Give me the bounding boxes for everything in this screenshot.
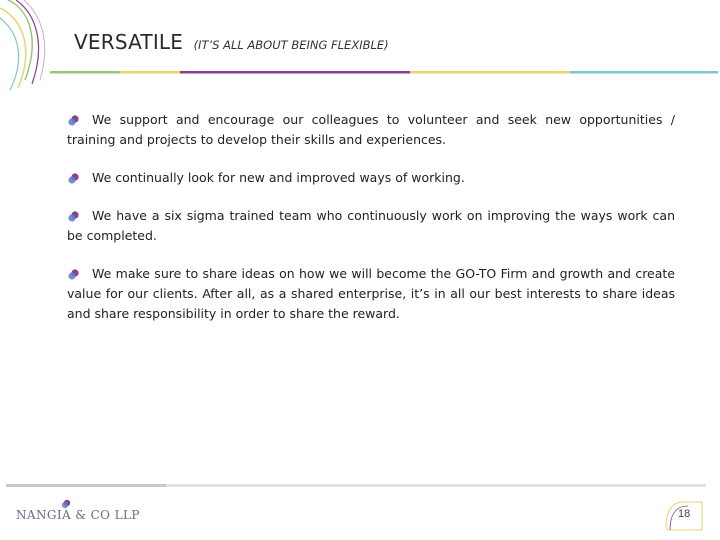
footer-rule-right [166,484,706,487]
bullet-text: We continually look for new and improved ways of working. [92,170,465,185]
bullet-item [67,110,675,150]
bullet-text: We make sure to share ideas on how we will become the GO-TO Firm and growth and create value for our clients. After all, as a shared enterprise, it’s in all our best interests to share ideas and share responsibility in order to share the reward. [67,266,675,321]
bullet-text: We have a six sigma trained team who continuously work on improving the ways work can be completed. [67,208,675,243]
page-number: 18 [678,508,691,520]
bullet-text: We support and encourage our colleagues to volunteer and seek new opportunities / training and projects to develop their skills and experiences. [67,112,675,147]
subtitle-text: (IT’S ALL ABOUT BEING FLEXIBLE) [193,38,389,52]
bullet-icon [67,173,80,184]
company-logo: NANGIA & CO LLP [16,508,140,522]
corner-swirl-decoration [0,0,60,90]
bullet-item [67,168,675,188]
footer-rule-left [6,484,166,487]
bullet-list [67,110,675,342]
bullet-icon [67,211,80,222]
title-text: VERSATILE [74,30,184,54]
bullet-icon [67,269,80,280]
bullet-item [67,206,675,246]
slide-title [74,30,389,54]
bullet-item [67,264,675,324]
bullet-icon [67,115,80,126]
title-underline [50,70,718,74]
